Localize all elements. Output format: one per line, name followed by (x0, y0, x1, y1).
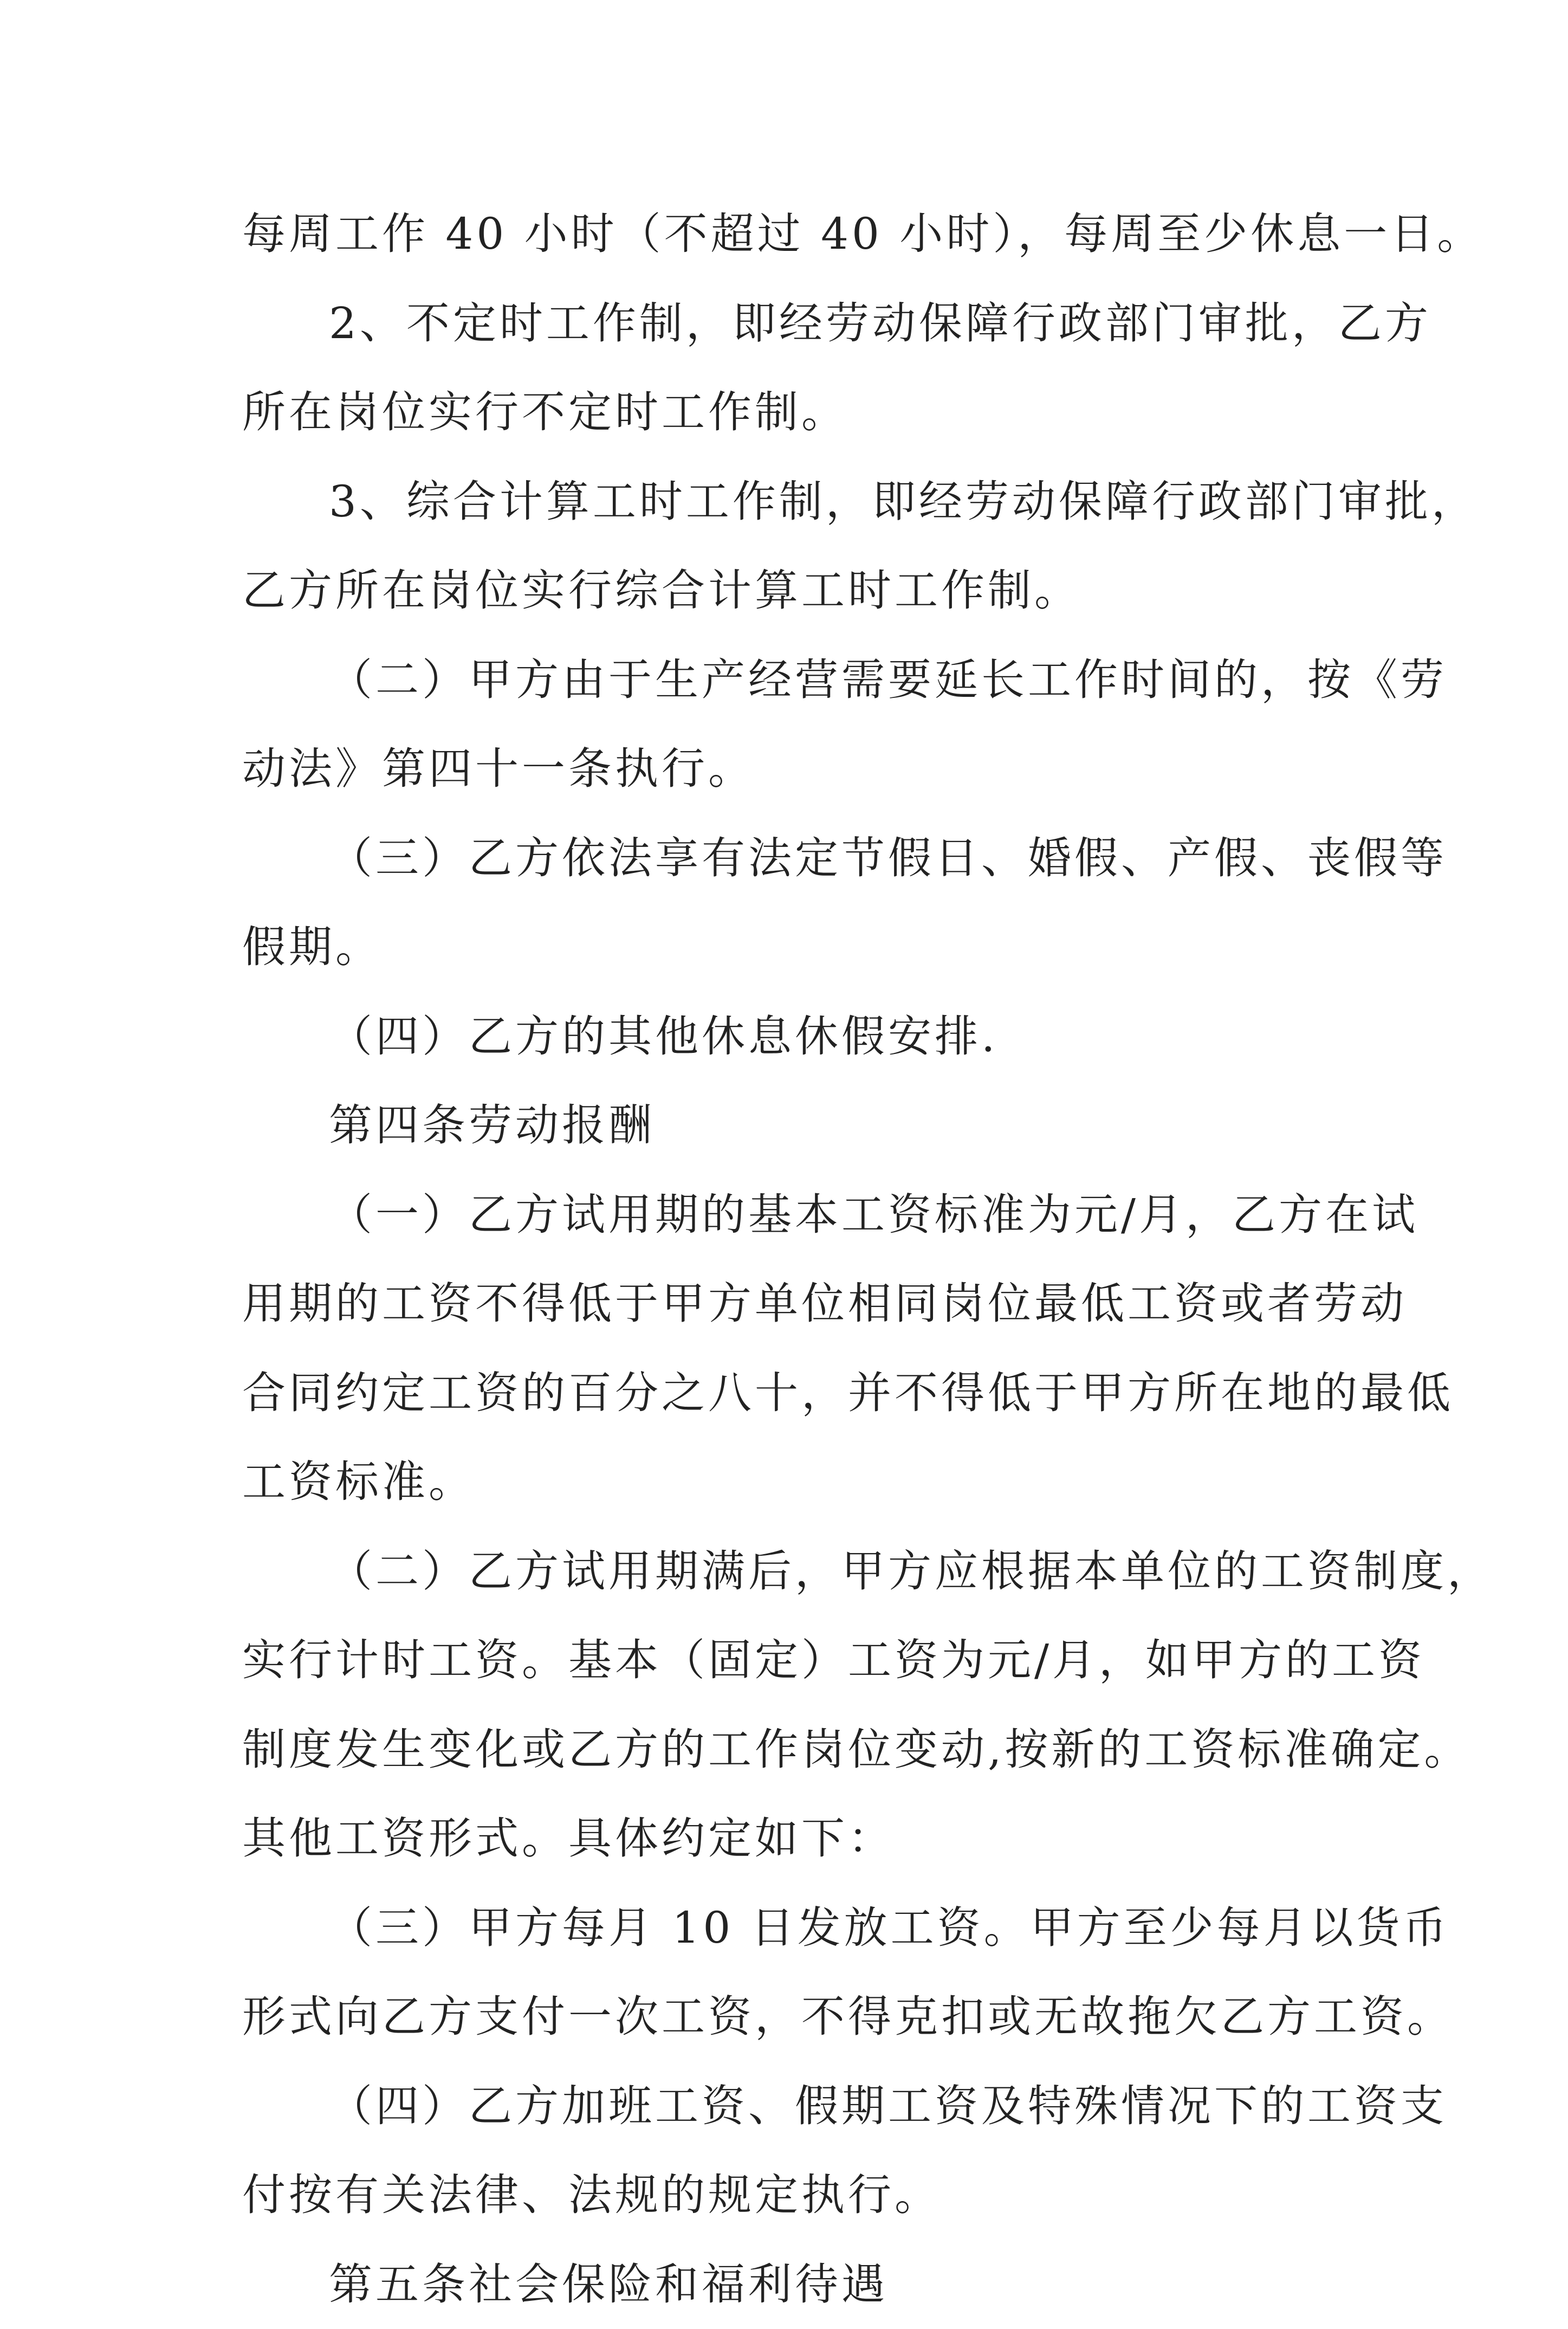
paragraph-line: （二）甲方由于生产经营需要延长工作时间的，按《劳 (242, 636, 1337, 725)
paragraph-line: 2、不定时工作制，即经劳动保障行政部门审批，乙方 (242, 279, 1337, 368)
paragraph-line: 合同约定工资的百分之八十，并不得低于甲方所在地的最低 (242, 1349, 1337, 1438)
paragraph-line: 实行计时工资。基本（固定）工资为元/月，如甲方的工资 (242, 1616, 1337, 1705)
paragraph-line: 制度发生变化或乙方的工作岗位变动,按新的工资标准确定。 (242, 1705, 1337, 1795)
paragraph-line: 付按有关法律、法规的规定执行。 (242, 2151, 1337, 2240)
paragraph-line: （二）乙方试用期满后，甲方应根据本单位的工资制度， (242, 1527, 1337, 1616)
paragraph-line: 乙方所在岗位实行综合计算工时工作制。 (242, 546, 1337, 636)
section-heading: 第四条劳动报酬 (242, 1081, 1337, 1170)
paragraph-line: 所在岗位实行不定时工作制。 (242, 368, 1337, 457)
paragraph-line: 其他工资形式。具体约定如下： (242, 1794, 1337, 1884)
paragraph-line: 形式向乙方支付一次工资，不得克扣或无故拖欠乙方工资。 (242, 1972, 1337, 2062)
paragraph-line: 动法》第四十一条执行。 (242, 724, 1337, 814)
paragraph-line: （一）乙方试用期的基本工资标准为元/月，乙方在试 (242, 1170, 1337, 1260)
section-heading: 第五条社会保险和福利待遇 (242, 2240, 1337, 2329)
paragraph-line: 假期。 (242, 903, 1337, 992)
paragraph-line: 用期的工资不得低于甲方单位相同岗位最低工资或者劳动 (242, 1259, 1337, 1349)
document-body (242, 190, 1337, 2329)
paragraph-line: 每周工作 40 小时（不超过 40 小时），每周至少休息一日。 (242, 190, 1337, 279)
paragraph-line: 工资标准。 (242, 1438, 1337, 1527)
paragraph-line: 3、综合计算工时工作制，即经劳动保障行政部门审批， (242, 457, 1337, 547)
paragraph-line: （三）乙方依法享有法定节假日、婚假、产假、丧假等 (242, 814, 1337, 903)
paragraph-line: （四）乙方加班工资、假期工资及特殊情况下的工资支 (242, 2062, 1337, 2151)
paragraph-line: （四）乙方的其他休息休假安排. (242, 992, 1337, 1082)
paragraph-line: （三）甲方每月 10 日发放工资。甲方至少每月以货币 (242, 1884, 1337, 1973)
